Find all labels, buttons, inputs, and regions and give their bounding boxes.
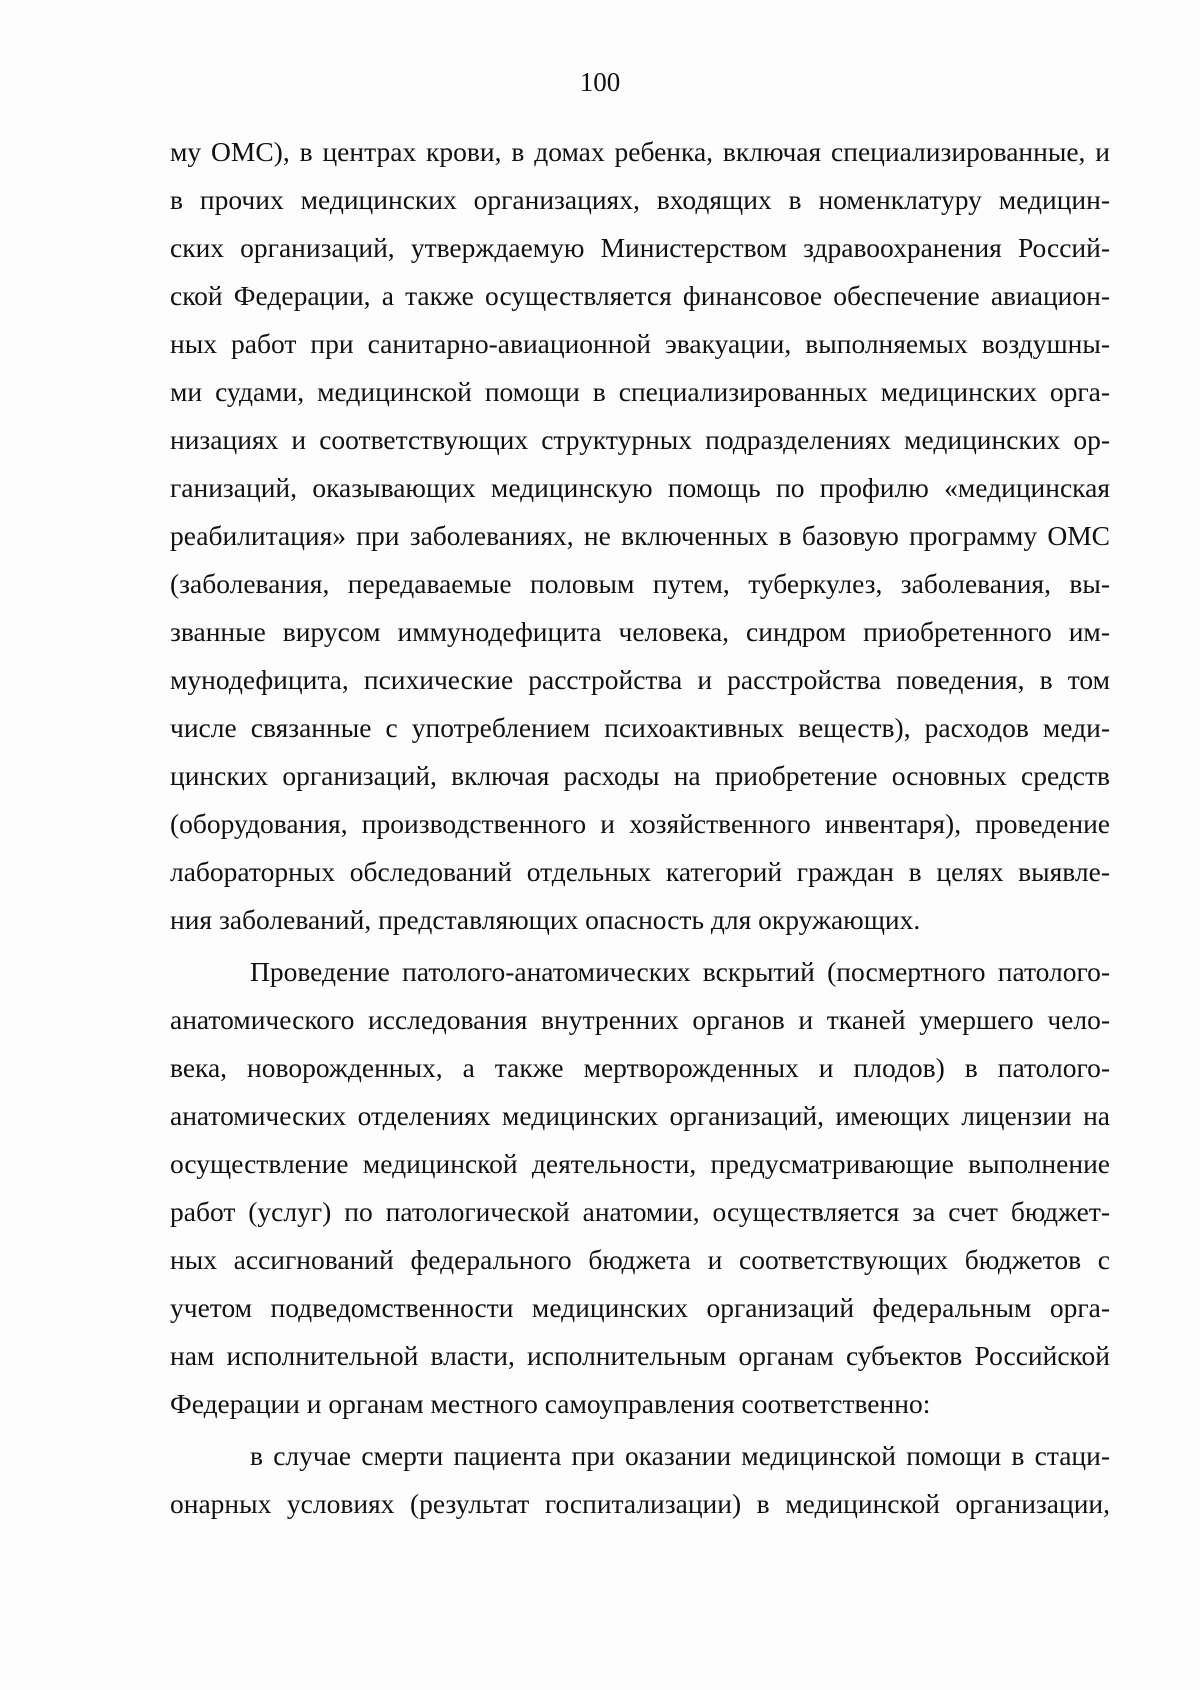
text-line: (заболевания, передаваемые половым путем, туберкулез, заболевания, вы- bbox=[170, 568, 1110, 599]
text-line: в случае смерти пациента при оказании медицинской помощи в стаци- bbox=[250, 1440, 1110, 1471]
page-number: 100 bbox=[579, 67, 621, 97]
text-line: мунодефицита, психические расстройства и расстройства поведения, в том bbox=[170, 664, 1110, 695]
text-line: числе связанные с употреблением психоактивных веществ), расходов меди- bbox=[170, 712, 1110, 743]
text-line: онарных условиях (результат госпитализации) в медицинской организации, bbox=[170, 1488, 1110, 1519]
text-line: лабораторных обследований отдельных категорий граждан в целях выявле- bbox=[170, 856, 1110, 887]
text-line: ных работ при санитарно-авиационной эвакуации, выполняемых воздушны- bbox=[170, 328, 1110, 359]
text-line: Федерации и органам местного самоуправления соответственно: bbox=[170, 1388, 931, 1419]
text-line: ских организаций, утверждаемую Министерством здравоохранения Россий- bbox=[170, 232, 1110, 263]
text-line: ния заболеваний, представляющих опасность для окружающих. bbox=[170, 904, 921, 935]
text-line: в прочих медицинских организациях, входящих в номенклатуру медицин- bbox=[170, 184, 1110, 215]
text-line: работ (услуг) по патологической анатомии, осуществляется за счет бюджет- bbox=[170, 1196, 1110, 1227]
text-line: века, новорожденных, а также мертворожденных и плодов) в патолого- bbox=[170, 1052, 1110, 1083]
text-line: анатомических отделениях медицинских организаций, имеющих лицензии на bbox=[170, 1100, 1110, 1131]
text-line: Проведение патолого-анатомических вскрытий (посмертного патолого- bbox=[250, 956, 1110, 987]
text-line: учетом подведомственности медицинских организаций федеральным орга- bbox=[170, 1292, 1110, 1323]
text-line: ской Федерации, а также осуществляется финансовое обеспечение авиацион- bbox=[170, 280, 1110, 311]
text-line: званные вирусом иммунодефицита человека, синдром приобретенного им- bbox=[170, 616, 1110, 647]
text-line: ми судами, медицинской помощи в специализированных медицинских орга- bbox=[170, 376, 1110, 407]
text-line: низациях и соответствующих структурных подразделениях медицинских ор- bbox=[170, 424, 1110, 455]
document-body bbox=[170, 128, 1110, 1528]
text-line: ганизаций, оказывающих медицинскую помощь по профилю «медицинская bbox=[170, 472, 1110, 503]
text-line: цинских организаций, включая расходы на приобретение основных средств bbox=[170, 760, 1110, 791]
text-line: ных ассигнований федерального бюджета и соответствующих бюджетов с bbox=[170, 1244, 1110, 1275]
text-line: осуществление медицинской деятельности, предусматривающие выполнение bbox=[170, 1148, 1110, 1179]
text-line: нам исполнительной власти, исполнительным органам субъектов Российской bbox=[170, 1340, 1110, 1371]
text-line: реабилитация» при заболеваниях, не включенных в базовую программу ОМС bbox=[170, 520, 1110, 551]
text-line: (оборудования, производственного и хозяйственного инвентаря), проведение bbox=[170, 808, 1110, 839]
text-line: анатомического исследования внутренних органов и тканей умершего чело- bbox=[170, 1004, 1110, 1035]
text-line: му ОМС), в центрах крови, в домах ребенка, включая специализированные, и bbox=[170, 136, 1110, 167]
